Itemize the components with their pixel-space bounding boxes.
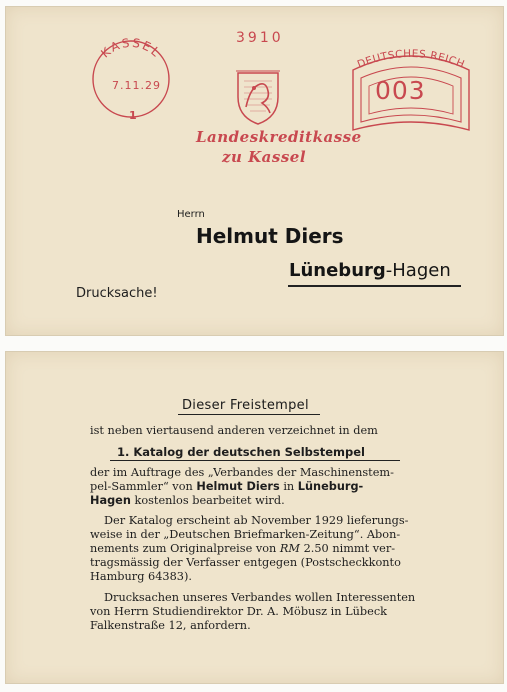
country-label: DEUTSCHES REICH: [355, 47, 467, 71]
author-city-suffix: Hagen: [90, 494, 131, 507]
sender-line-2: zu Kassel: [222, 148, 307, 166]
print-matter-label: Drucksache!: [76, 286, 158, 301]
coat-of-arms-icon: [232, 67, 284, 127]
text-line: [90, 480, 363, 494]
catalog-title: 1. Katalog der deutschen Selbstempel: [117, 445, 365, 459]
text-line: [90, 542, 395, 556]
recipient-city-main: Lüneburg: [289, 260, 386, 281]
back-heading: Dieser Freistempel: [182, 398, 309, 413]
text-span: in: [283, 480, 295, 493]
sender-line-1: Landeskreditkasse: [196, 128, 362, 146]
text-line: ist neben viertausend anderen verzeichnet in dem: [90, 424, 378, 437]
heading-underline: [178, 414, 320, 415]
recipient-city-suffix: -Hagen: [385, 260, 451, 281]
text-line: von Herrn Studiendirektor Dr. A. Möbusz in Lübeck: [90, 605, 388, 618]
text-line: Der Katalog erscheint ab November 1929 lieferungs-: [104, 514, 409, 527]
salutation: Herrn: [177, 209, 205, 220]
meter-number: 3910: [236, 30, 284, 46]
text-span: 2.50 nimmt ver-: [303, 542, 396, 555]
postmark-date: 7.11.29: [112, 79, 161, 92]
author-city: Lüneburg-: [297, 480, 364, 493]
currency-symbol: RM: [279, 542, 300, 555]
recipient-city: [289, 260, 451, 281]
city-underline: [288, 285, 461, 287]
text-line: Hamburg 64383).: [90, 570, 192, 583]
text-line: der im Auftrage des „Verbandes der Maschinenstem-: [90, 466, 394, 479]
recipient-name: Helmut Diers: [196, 224, 344, 248]
text-span: kostenlos bearbeitet wird.: [134, 494, 285, 507]
text-line: weise in der „Deutschen Briefmarken-Zeitung“. Abon-: [90, 528, 401, 541]
text-line: Falkenstraße 12, anfordern.: [90, 619, 251, 632]
text-line: Drucksachen unseres Verbandes wollen Interessenten: [104, 591, 416, 604]
postmark-mark: 1: [129, 109, 137, 122]
text-span: nements zum Originalpreise von: [90, 542, 277, 555]
author-name: Helmut Diers: [196, 480, 280, 493]
text-line: tragsmässig der Verfasser entgegen (Postscheckkonto: [90, 556, 401, 569]
postmark-city: KASSEL: [98, 36, 164, 61]
catalog-underline: [110, 460, 400, 461]
postage-value: 003: [375, 76, 426, 105]
text-line: [90, 494, 285, 508]
text-span: pel-Sammler“ von: [90, 480, 193, 493]
